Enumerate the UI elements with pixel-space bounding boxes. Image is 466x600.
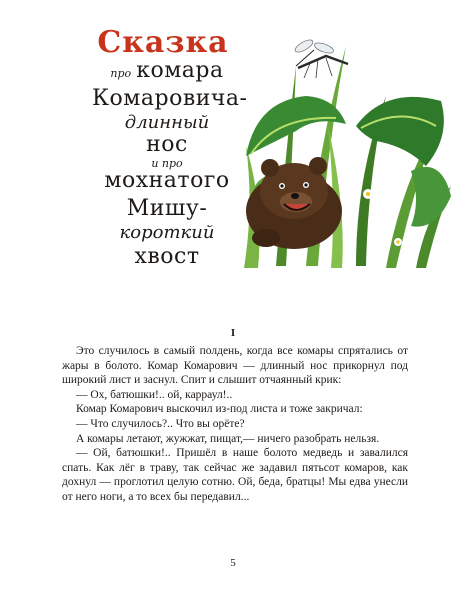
story-text — [62, 344, 408, 505]
title-line-2 — [92, 60, 242, 82]
title-line-1: Сказка — [97, 25, 229, 60]
title-line-4: длинный — [124, 112, 210, 133]
paragraph: — Что случилось?.. Что вы орёте? — [76, 417, 245, 430]
paragraph: Это случилось в самый полдень, когда все комары спрятались от жары в болото. Комар Комарович — длинный нос прикорнул под широкий лист и заснул. Спит и слышит отчаянный крик: — [62, 345, 408, 387]
title-line-9: короткий — [119, 222, 215, 243]
story-title — [92, 25, 248, 269]
title-line-7: мохнатого — [104, 168, 230, 193]
title-line-5: нос — [146, 132, 188, 157]
page-number: 5 — [230, 557, 236, 569]
bear-illustration — [236, 6, 458, 276]
paragraph: Комар Комарович выскочил из-под листа и тоже закричал: — [76, 403, 363, 416]
title-line-3: Комаровича- — [92, 86, 248, 111]
title-line-2-main: комара — [136, 58, 224, 83]
title-line-10: хвост — [134, 244, 200, 269]
chapter-number: I — [230, 327, 236, 339]
title-line-6: и про — [151, 157, 183, 170]
paragraph: — Ох, батюшки!.. ой, карраул!.. — [76, 388, 233, 401]
paragraph: — Ой, батюшки!.. Пришёл в наше болото медведь и завалился спать. Как лёг в траву, так сейчас же задавил пятьсот комаров, как дохнул — проглотил целую сотню. Ой, беда, братцы! Мы едва унесли от него ноги, а то всех бы передавил... — [62, 447, 408, 503]
bear — [246, 157, 342, 249]
title-line-2-small: про — [110, 67, 132, 80]
paragraph: А комары летают, жужжат, пищат,— ничего разобрать нельзя. — [76, 432, 380, 445]
title-line-8: Мишу- — [126, 196, 208, 221]
